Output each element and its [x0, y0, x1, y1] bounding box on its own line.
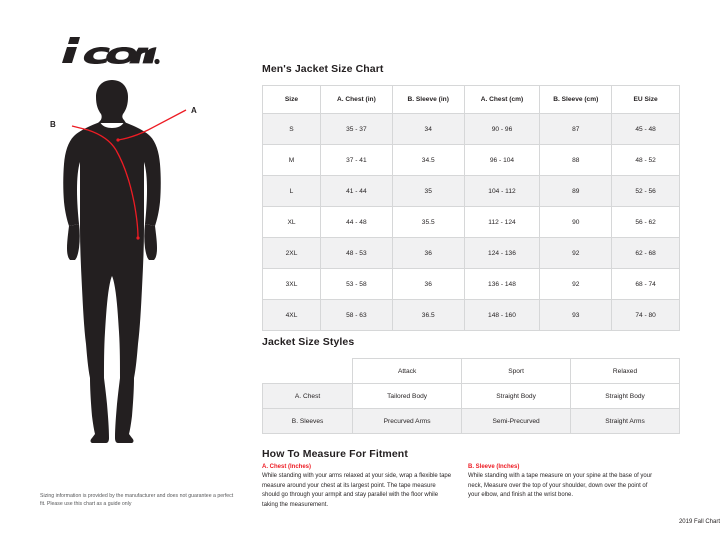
- column-header-eu-size: EU Size: [612, 86, 680, 114]
- styles-sleeves-sport: Semi-Precurved: [462, 409, 571, 434]
- cell-eu-size: 56 - 62: [612, 207, 680, 238]
- fitment-chest-body: While standing with your arms relaxed at your side, wrap a flexible tape measure around your chest at its largest point. The tape measure should go through your armpit and stay parallel with the floor while taking the measurement.: [262, 473, 452, 509]
- cell-chest-in: 53 - 58: [320, 269, 392, 300]
- styles-sleeves-attack: Precurved Arms: [353, 409, 462, 434]
- styles-chest-sport: Straight Body: [462, 384, 571, 409]
- cell-chest-in: 41 - 44: [320, 176, 392, 207]
- table-row: [263, 238, 680, 269]
- cell-size: L: [263, 176, 321, 207]
- cell-chest-in: 48 - 53: [320, 238, 392, 269]
- table-row: [263, 114, 680, 145]
- cell-sleeve-cm: 89: [540, 176, 612, 207]
- styles-header-attack: Attack: [353, 359, 462, 384]
- cell-chest-in: 58 - 63: [320, 300, 392, 331]
- cell-sleeve-in: 34: [392, 114, 464, 145]
- cell-eu-size: 68 - 74: [612, 269, 680, 300]
- table-row: [263, 145, 680, 176]
- styles-header-sport: Sport: [462, 359, 571, 384]
- callout-label-a: A: [191, 106, 197, 115]
- cell-sleeve-in: 35.5: [392, 207, 464, 238]
- cell-chest-cm: 112 - 124: [464, 207, 540, 238]
- cell-size: S: [263, 114, 321, 145]
- cell-chest-cm: 90 - 96: [464, 114, 540, 145]
- cell-size: 3XL: [263, 269, 321, 300]
- styles-row-label-chest: A. Chest: [263, 384, 353, 409]
- fitment-chest-column: [262, 464, 454, 511]
- cell-chest-cm: 96 - 104: [464, 145, 540, 176]
- styles-row-label-sleeves: B. Sleeves: [263, 409, 353, 434]
- cell-chest-cm: 124 - 136: [464, 238, 540, 269]
- cell-chest-in: 44 - 48: [320, 207, 392, 238]
- cell-sleeve-cm: 87: [540, 114, 612, 145]
- cell-sleeve-in: 36: [392, 269, 464, 300]
- styles-row-sleeves: [263, 409, 680, 434]
- column-header-sleeve-cm: B. Sleeve (cm): [540, 86, 612, 114]
- cell-eu-size: 62 - 68: [612, 238, 680, 269]
- table-row: [263, 207, 680, 238]
- styles-header-relaxed: Relaxed: [571, 359, 680, 384]
- table-row: [263, 300, 680, 331]
- fitment-sleeve-heading: B. Sleeve (Inches): [468, 464, 520, 470]
- cell-sleeve-in: 36: [392, 238, 464, 269]
- fitment-sleeve-body: While standing with a tape measure on your spine at the base of your neck, Measure over the top of your shoulder, down over the point of your elbow, and finish at the wrist bone.: [468, 473, 653, 499]
- cell-sleeve-in: 36.5: [392, 300, 464, 331]
- table-row: [263, 176, 680, 207]
- sizing-disclaimer: Sizing information is provided by the manufacturer and does not guarantee a perfect fit. Please use this chart as a guide only: [40, 493, 234, 508]
- icon-brand-logo: [40, 30, 160, 70]
- styles-sleeves-relaxed: Straight Arms: [571, 409, 680, 434]
- size-chart-title: Men's Jacket Size Chart: [262, 63, 384, 75]
- styles-header-blank: [263, 359, 353, 384]
- column-header-size: Size: [263, 86, 321, 114]
- fitment-title: How To Measure For Fitment: [262, 448, 408, 460]
- cell-eu-size: 45 - 48: [612, 114, 680, 145]
- cell-sleeve-in: 34.5: [392, 145, 464, 176]
- cell-size: XL: [263, 207, 321, 238]
- fitment-instructions: [262, 464, 692, 511]
- jacket-size-styles-table: [262, 358, 680, 434]
- fall-chart-label: 2019 Fall Chart: [678, 519, 720, 525]
- cell-sleeve-in: 35: [392, 176, 464, 207]
- styles-chest-relaxed: Straight Body: [571, 384, 680, 409]
- styles-header-row: [263, 359, 680, 384]
- styles-row-chest: [263, 384, 680, 409]
- cell-sleeve-cm: 90: [540, 207, 612, 238]
- cell-size: 2XL: [263, 238, 321, 269]
- cell-size: M: [263, 145, 321, 176]
- column-header-chest-cm: A. Chest (cm): [464, 86, 540, 114]
- cell-eu-size: 48 - 52: [612, 145, 680, 176]
- cell-sleeve-cm: 92: [540, 269, 612, 300]
- table-header-row: [263, 86, 680, 114]
- fitment-sleeve-column: [468, 464, 660, 511]
- mens-jacket-size-table: [262, 85, 680, 331]
- cell-chest-in: 37 - 41: [320, 145, 392, 176]
- cell-eu-size: 52 - 56: [612, 176, 680, 207]
- cell-sleeve-cm: 92: [540, 238, 612, 269]
- styles-chest-attack: Tailored Body: [353, 384, 462, 409]
- fitment-chest-heading: A. Chest (Inches): [262, 464, 312, 470]
- column-header-chest-in: A. Chest (in): [320, 86, 392, 114]
- cell-chest-cm: 148 - 160: [464, 300, 540, 331]
- cell-sleeve-cm: 88: [540, 145, 612, 176]
- table-row: [263, 269, 680, 300]
- jacket-size-styles-title: Jacket Size Styles: [262, 336, 355, 348]
- column-header-sleeve-in: B. Sleeve (in): [392, 86, 464, 114]
- chart-content-panel: [262, 0, 720, 540]
- cell-chest-in: 35 - 37: [320, 114, 392, 145]
- cell-size: 4XL: [263, 300, 321, 331]
- cell-chest-cm: 136 - 148: [464, 269, 540, 300]
- body-measurement-figure: [48, 78, 218, 448]
- cell-eu-size: 74 - 80: [612, 300, 680, 331]
- cell-sleeve-cm: 93: [540, 300, 612, 331]
- callout-label-b: B: [50, 120, 56, 129]
- cell-chest-cm: 104 - 112: [464, 176, 540, 207]
- left-illustration-panel: [0, 0, 258, 540]
